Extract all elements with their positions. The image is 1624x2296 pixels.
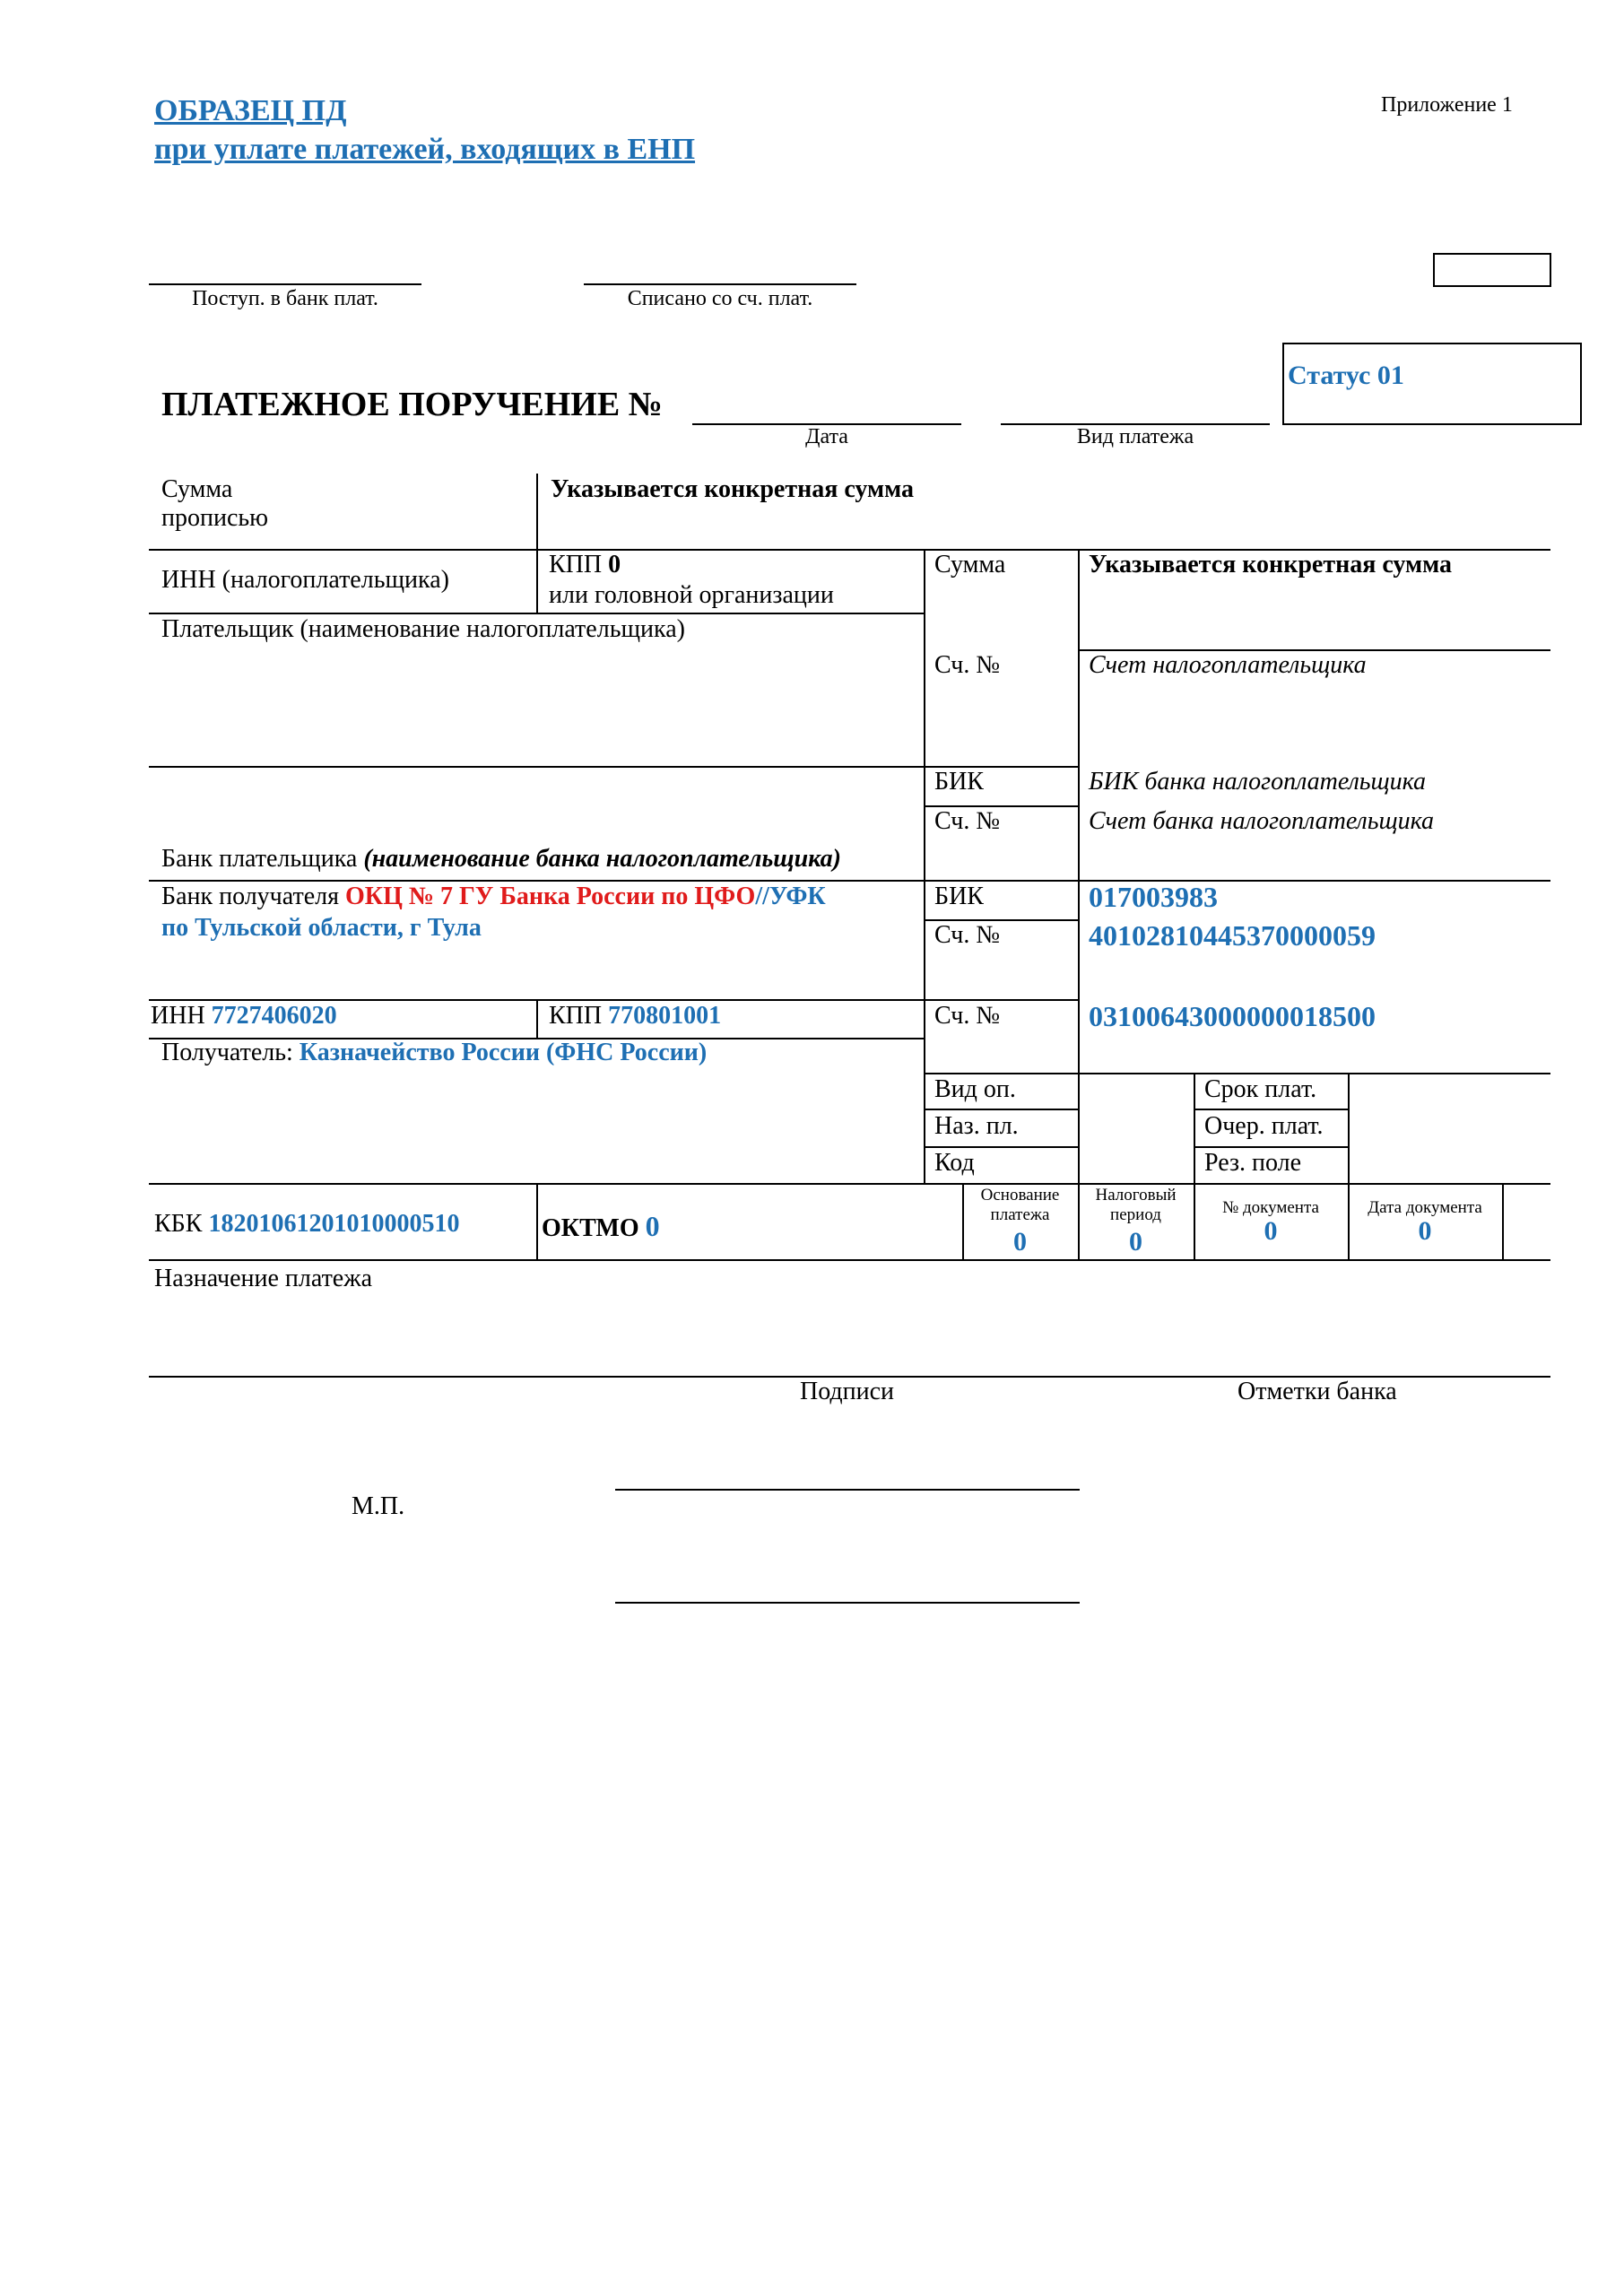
amount-words-label-1: Сумма — [161, 475, 233, 503]
kbk-value: 18201061201010000510 — [208, 1210, 460, 1238]
amount-words-value: Указывается конкретная сумма — [551, 475, 915, 503]
payer-account-label: Сч. № — [934, 651, 1001, 679]
naz-pl-label: Наз. пл. — [934, 1112, 1019, 1140]
recipient-inn-label: ИНН — [151, 1002, 212, 1030]
payer-kpp-label: КПП — [549, 551, 609, 578]
payer-bank-text: Банк плательщика — [161, 845, 364, 873]
payer-bik-label: БИК — [934, 768, 984, 796]
payer-bik-value: БИК банка налогоплательщика — [1089, 768, 1427, 796]
recipient-bank-red: ОКЦ № 7 ГУ Банка России по ЦФО — [344, 883, 756, 910]
basis-label — [962, 1186, 1078, 1225]
stamp-label: М.П. — [352, 1492, 405, 1520]
sample-title-line2: при уплате платежей, входящих в ЕНП — [154, 133, 696, 167]
grid-line — [536, 999, 538, 1038]
grid-line — [149, 1183, 1550, 1185]
payment-type-label: Вид платежа — [1076, 425, 1194, 448]
signature-line-2[interactable] — [615, 1602, 1080, 1604]
recipient-name — [161, 1039, 707, 1067]
payer-bank-note: (наименование банка налогоплательщика) — [363, 845, 841, 873]
recipient-corr-value: 40102810445370000059 — [1089, 919, 1376, 952]
payer-inn-label: ИНН (налогоплательщика) — [161, 566, 449, 594]
grid-line — [924, 1073, 1550, 1074]
payer-name-label: Плательщик (наименование налогоплательщика) — [161, 615, 685, 643]
signature-line-1[interactable] — [615, 1489, 1080, 1491]
sample-title-line1: ОБРАЗЕЦ ПД — [154, 94, 347, 127]
payer-account-value: Счет налогоплательщика — [1089, 651, 1367, 679]
recipient-bank-blue1: УФК — [769, 883, 826, 910]
purpose-label: Назначение платежа — [154, 1265, 373, 1292]
status-value: Статус 01 — [1288, 361, 1404, 390]
grid-line — [1502, 1183, 1504, 1259]
srok-plat-label: Срок плат. — [1204, 1075, 1317, 1103]
recipient-kpp-value: 770801001 — [608, 1002, 722, 1030]
sample-title — [154, 93, 695, 167]
recipient-name-label: Получатель: — [161, 1039, 300, 1066]
grid-line — [1078, 549, 1080, 1259]
period-label — [1078, 1186, 1194, 1225]
debited-line — [584, 283, 856, 285]
oktmo — [542, 1210, 660, 1243]
grid-line — [149, 613, 924, 614]
grid-line — [536, 549, 538, 613]
period-label-1: Налоговый — [1095, 1186, 1177, 1205]
payer-corr-label: Сч. № — [934, 807, 1001, 835]
kod-label: Код — [934, 1149, 975, 1177]
kbk-label: КБК — [154, 1210, 209, 1238]
recipient-corr-label: Сч. № — [934, 921, 1001, 949]
recipient-bank-label: Банк получателя — [161, 883, 345, 910]
payer-kpp-value: 0 — [608, 551, 621, 578]
signatures-label: Подписи — [800, 1378, 895, 1405]
basis-label-1: Основание — [980, 1186, 1060, 1205]
amount-words-label-2: прописью — [161, 504, 269, 533]
docdate-value: 0 — [1418, 1216, 1432, 1246]
amount-words-divider — [536, 474, 538, 549]
docnum-value: 0 — [1264, 1216, 1278, 1246]
amount-words-label — [161, 475, 268, 533]
grid-line — [1194, 1146, 1348, 1148]
form-code-box[interactable] — [1433, 253, 1551, 287]
payer-bank-label — [161, 845, 841, 874]
recipient-kpp-label: КПП — [549, 1002, 609, 1030]
payer-kpp — [549, 551, 621, 579]
rez-pole-label: Рез. поле — [1204, 1149, 1302, 1177]
grid-line — [1348, 1073, 1350, 1183]
appendix-label: Приложение 1 — [1381, 93, 1513, 117]
docdate-label: Дата документа — [1368, 1198, 1482, 1217]
received-line — [149, 283, 421, 285]
grid-line — [149, 766, 924, 768]
bank-marks-label: Отметки банка — [1238, 1378, 1397, 1405]
payment-order-title: ПЛАТЕЖНОЕ ПОРУЧЕНИЕ № — [161, 386, 663, 423]
grid-line — [149, 999, 1078, 1001]
basis-label-2: платежа — [990, 1205, 1050, 1224]
recipient-name-value: Казначейство России (ФНС России) — [299, 1039, 708, 1066]
grid-line — [149, 1259, 1550, 1261]
grid-line — [536, 1183, 538, 1259]
grid-line — [1194, 1109, 1348, 1110]
debited-label: Списано со сч. плат. — [627, 287, 813, 310]
date-label: Дата — [805, 425, 848, 448]
ocher-plat-label: Очер. плат. — [1204, 1112, 1324, 1140]
oktmo-value: 0 — [645, 1210, 660, 1242]
recipient-inn-value: 7727406020 — [211, 1002, 337, 1030]
payer-kpp-note: или головной организации — [549, 581, 834, 609]
kbk — [154, 1210, 459, 1239]
grid-line — [924, 1146, 1078, 1148]
sum-value: Указывается конкретная сумма — [1089, 551, 1453, 578]
grid-line — [924, 1109, 1078, 1110]
recipient-inn — [151, 1002, 337, 1031]
recipient-bank-line1 — [161, 883, 826, 911]
sum-label: Сумма — [934, 551, 1006, 578]
recipient-account-label: Сч. № — [934, 1002, 1001, 1030]
period-value: 0 — [1129, 1227, 1142, 1257]
recipient-bik-value: 017003983 — [1089, 881, 1218, 913]
grid-line — [149, 880, 1550, 882]
period-label-2: период — [1110, 1205, 1161, 1224]
docnum-label: № документа — [1222, 1198, 1319, 1217]
recipient-bank-sep: // — [755, 883, 769, 910]
basis-value: 0 — [1013, 1227, 1027, 1257]
payer-corr-value: Счет банка налогоплательщика — [1089, 807, 1435, 835]
oktmo-label: ОКТМО — [542, 1214, 646, 1242]
grid-line — [924, 549, 925, 1183]
recipient-account-value: 03100643000000018500 — [1089, 1000, 1376, 1032]
recipient-bik-label: БИК — [934, 883, 984, 910]
recipient-kpp — [549, 1002, 721, 1031]
received-label: Поступ. в банк плат. — [192, 287, 378, 310]
recipient-bank-line2: по Тульской области, г Тула — [161, 914, 482, 942]
vid-op-label: Вид оп. — [934, 1075, 1016, 1103]
